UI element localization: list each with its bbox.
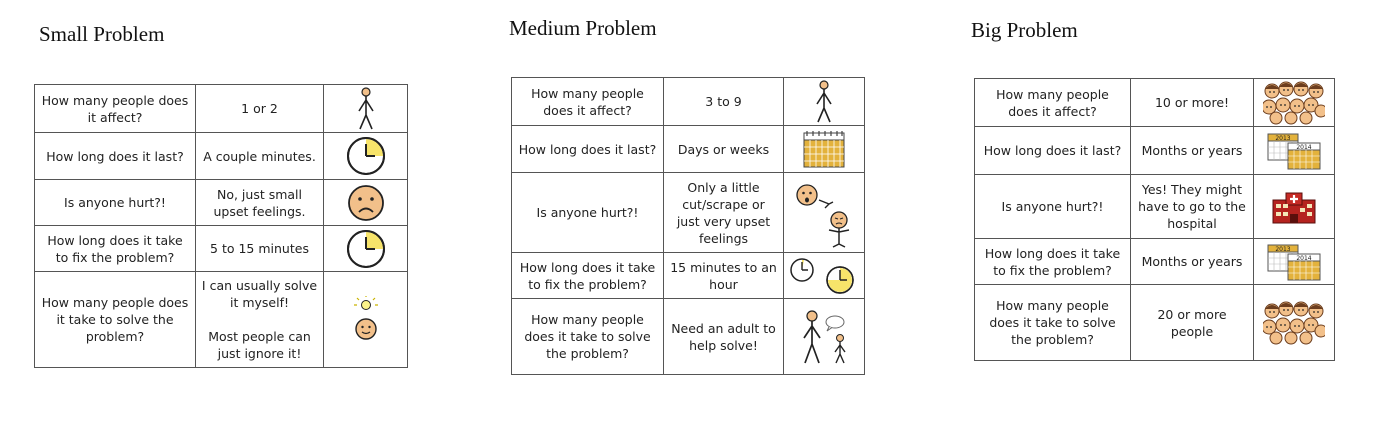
crowd-icon xyxy=(1263,81,1325,125)
answer-cell: 5 to 15 minutes xyxy=(196,226,324,272)
crowd-icon xyxy=(1263,301,1325,345)
answer-cell: 15 minutes to an hour xyxy=(664,253,784,299)
icon-cell xyxy=(1254,239,1335,285)
big-problem-title: Big Problem xyxy=(971,18,1078,42)
big-problem-table xyxy=(974,78,1335,361)
question-cell: How many people does it take to solve the problem? xyxy=(975,285,1131,361)
icon-cell xyxy=(1254,79,1335,127)
idea-face-icon xyxy=(351,296,381,344)
answer-cell: 3 to 9 xyxy=(664,78,784,126)
icon-cell xyxy=(784,253,865,299)
question-cell: How many people does it affect? xyxy=(35,85,196,133)
clock-icon xyxy=(346,229,386,269)
icon-cell xyxy=(324,180,408,226)
icon-cell xyxy=(784,299,865,375)
answer-cell: No, just small upset feelings. xyxy=(196,180,324,226)
question-cell: How many people does it take to solve the problem? xyxy=(512,299,664,375)
question-cell: How long does it take to fix the problem? xyxy=(975,239,1131,285)
question-cell: Is anyone hurt?! xyxy=(512,173,664,253)
answer-cell: Need an adult to help solve! xyxy=(664,299,784,375)
table-row xyxy=(975,79,1335,127)
question-cell: How long does it last? xyxy=(975,127,1131,175)
person-icon xyxy=(354,87,378,131)
table-row xyxy=(512,299,865,375)
icon-cell xyxy=(784,126,865,173)
table-row xyxy=(35,180,408,226)
table-row xyxy=(975,239,1335,285)
hospital-icon xyxy=(1271,190,1317,224)
question-cell: How long does it last? xyxy=(35,133,196,180)
calendar-icon xyxy=(801,129,847,169)
question-cell: How many people does it take to solve the problem? xyxy=(35,272,196,368)
icon-cell xyxy=(324,85,408,133)
table-row xyxy=(512,126,865,173)
answer-cell: A couple minutes. xyxy=(196,133,324,180)
question-cell: Is anyone hurt?! xyxy=(35,180,196,226)
medium-problem-table xyxy=(511,77,865,375)
icon-cell xyxy=(1254,175,1335,239)
icon-cell xyxy=(784,173,865,253)
icon-cell xyxy=(1254,127,1335,175)
answer-cell: Days or weeks xyxy=(664,126,784,173)
question-cell: Is anyone hurt?! xyxy=(975,175,1131,239)
table-row xyxy=(975,127,1335,175)
answer-cell: I can usually solve it myself! Most people can just ignore it! xyxy=(196,272,324,368)
table-row xyxy=(975,285,1335,361)
answer-cell: 10 or more! xyxy=(1131,79,1254,127)
sad-face-icon xyxy=(347,184,385,222)
question-cell: How many people does it affect? xyxy=(975,79,1131,127)
years-calendar-icon xyxy=(1266,131,1322,171)
question-cell: How long does it take to fix the problem? xyxy=(512,253,664,299)
question-cell: How many people does it affect? xyxy=(512,78,664,126)
table-row xyxy=(975,175,1335,239)
two-clocks-icon xyxy=(788,256,860,296)
table-row xyxy=(512,78,865,126)
small-problem-table xyxy=(34,84,408,368)
answer-cell: Months or years xyxy=(1131,239,1254,285)
answer-cell: 1 or 2 xyxy=(196,85,324,133)
answer-cell: Only a little cut/scrape or just very upset feelings xyxy=(664,173,784,253)
hurt-people-icon xyxy=(789,178,859,248)
year-label: 2014 xyxy=(1296,143,1312,151)
medium-problem-title: Medium Problem xyxy=(509,16,657,40)
person-icon xyxy=(812,80,836,124)
adult-child-icon xyxy=(794,308,854,366)
question-cell: How long does it last? xyxy=(512,126,664,173)
icon-cell xyxy=(324,133,408,180)
table-row xyxy=(35,133,408,180)
table-row xyxy=(35,226,408,272)
question-cell: How long does it take to fix the problem? xyxy=(35,226,196,272)
small-problem-title: Small Problem xyxy=(39,22,165,46)
answer-cell: Months or years xyxy=(1131,127,1254,175)
icon-cell xyxy=(1254,285,1335,361)
year-label: 2013 xyxy=(1275,245,1291,253)
table-row xyxy=(512,253,865,299)
table-row xyxy=(35,85,408,133)
answer-cell: Yes! They might have to go to the hospital xyxy=(1131,175,1254,239)
year-label: 2013 xyxy=(1275,134,1291,142)
icon-cell xyxy=(324,272,408,368)
table-row xyxy=(35,272,408,368)
year-label: 2014 xyxy=(1296,254,1312,262)
icon-cell xyxy=(784,78,865,126)
answer-cell: 20 or more people xyxy=(1131,285,1254,361)
clock-icon xyxy=(346,136,386,176)
table-row xyxy=(512,173,865,253)
icon-cell xyxy=(324,226,408,272)
years-calendar-icon xyxy=(1266,242,1322,282)
